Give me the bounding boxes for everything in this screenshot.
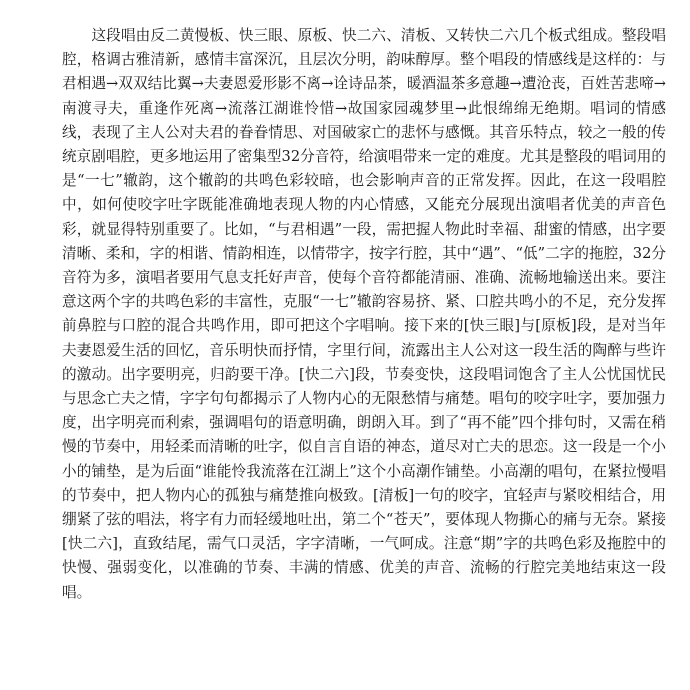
- article-body: [62, 24, 666, 605]
- body-paragraph: 这段唱由反二黄慢板、快三眼、原板、快二六、清板、又转快二六几个板式组成。整段唱腔，格调古雅清新，感情丰富深沉，且层次分明，韵味醇厚。整个唱段的情感线是这样的：与君相遇→双双结比翼→夫妻恩爱形影不离→诠诗品茶，暖酒温茶多意趣→遭沧丧，百姓苦悲啼→南渡寻夫，重逢作死离→流落江湖谁怜惜→故国家园魂梦里→此恨绵绵无绝期。唱词的情感线，表现了主人公对夫君的眷眷情思、对国破家亡的悲怀与感慨。其音乐特点，较之一般的传统京剧唱腔，更多地运用了密集型32分音符，给演唱带来一定的难度。尤其是整段的唱词用的是“一七”辙韵，这个辙韵的共鸣色彩较暗，也会影响声音的正常发挥。因此，在这一段唱腔中，如何使咬字吐字既能准确地表现人物的内心情感，又能充分展现出演唱者优美的声音色彩，就显得特别重要了。比如，“与君相遇”一段，需把握人物此时幸福、甜蜜的情感，出字要清晰、柔和，字的相谐、情韵相连，以情带字，按字行腔，其中“遇”、“低”二字的拖腔，32分音符为多，演唱者要用气息支托好声音，使每个音符都能清丽、准确、流畅地输送出来。要注意这两个字的共鸣色彩的丰富性，克服“一七”辙韵容易挤、紧、口腔共鸣小的不足，充分发挥前鼻腔与口腔的混合共鸣作用，即可把这个字唱响。接下来的[快三眼]与[原板]段，是对当年夫妻恩爱生活的回忆，音乐明快而抒情，字里行间，流露出主人公对这一段生活的陶醉与些许的激动。出字要明亮，归韵要干净。[快二六]段，节奏变快，这段唱词饱含了主人公忧国忧民与思念亡夫之情，字字句句都揭示了人物内心的无限愁情与痛楚。唱句的咬字吐字，要加强力度，出字明亮而利索，强调唱句的语意明确，朗朗入耳。到了“再不能”四个排句时，又需在稍慢的节奏中，用轻柔而清晰的吐字，似自言自语的神态，道尽对亡夫的思恋。这一段是一个小小的铺垫，是为后面“谁能怜我流落在江湖上”这个小高潮作铺垫。小高潮的唱句，在紧拉慢唱的节奏中，把人物内心的孤独与痛楚推向极致。[清板]一句的咬字，宜轻声与紧咬相结合，用绷紧了弦的唱法，将字有力而轻缓地吐出，第二个“苍天”，要体现人物撕心的痛与无奈。紧接[快二六]，直致结尾，需气口灵活，字字清晰，一气呵成。注意“期”字的共鸣色彩及拖腔中的快慢、强弱变化，以准确的节奏、丰满的情感、优美的声音、流畅的行腔完美地结束这一段唱。: [62, 27, 666, 601]
